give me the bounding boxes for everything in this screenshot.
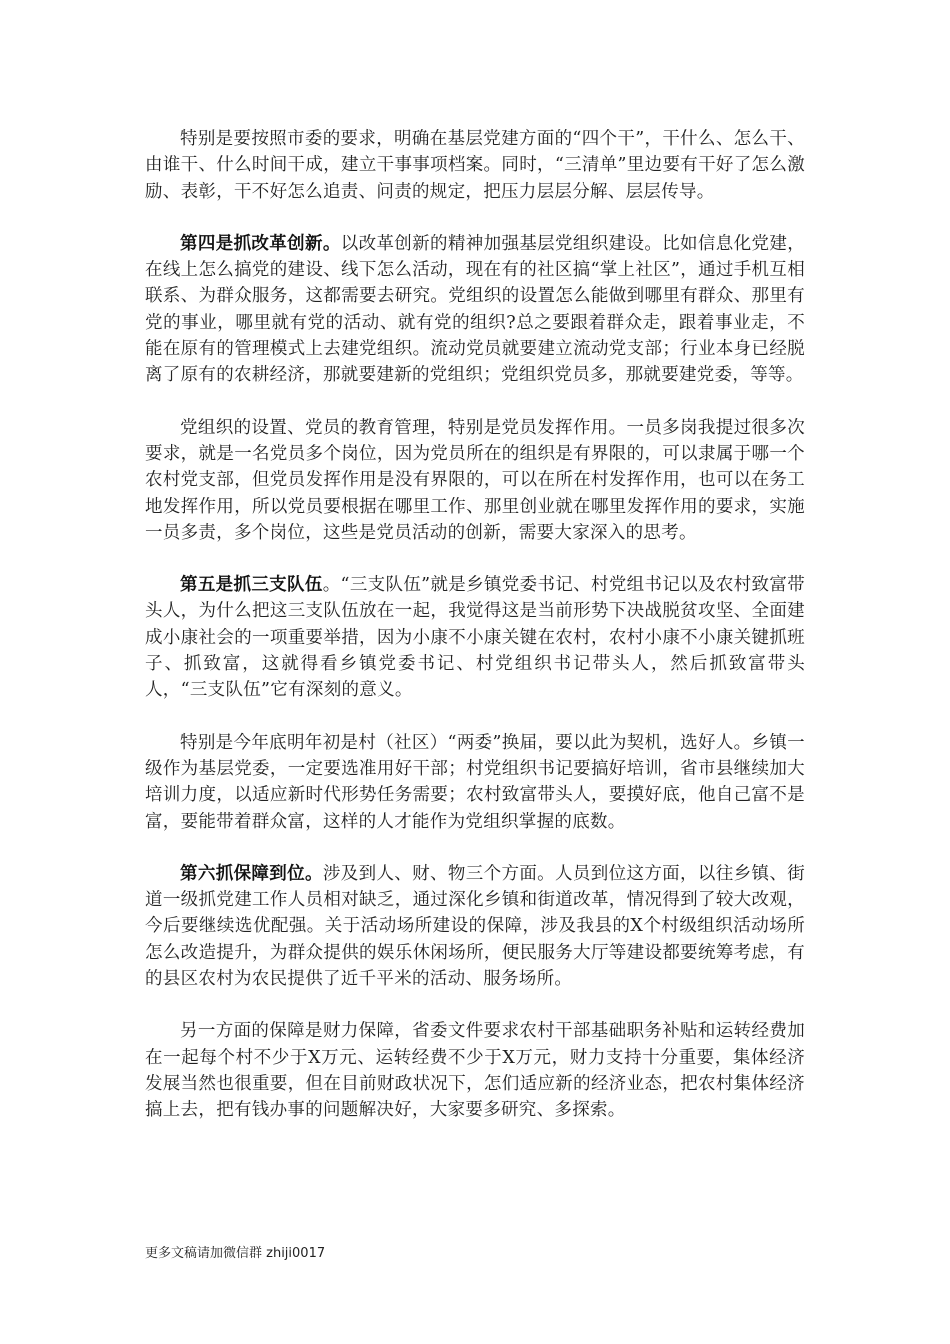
paragraph-lead: 第六抓保障到位。 xyxy=(180,863,323,884)
paragraph-1 xyxy=(145,126,805,205)
paragraph-3 xyxy=(145,415,805,546)
paragraph-text: 特别是今年底明年初是村（社区）“两委”换届，要以此为契机，选好人。乡镇一级作为基层党委，一定要选准用好干部；村党组织书记要搞好培训，省市县继续加大培训力度，以适应新时代形势任务需要；农村致富带头人，要摸好底，他自己富不是富，要能带着群众富，这样的人才能作为党组织掌握的底数。 xyxy=(145,732,805,832)
paragraph-text: 另一方面的保障是财力保障，省委文件要求农村干部基础职务补贴和运转经费加在一起每个村不少于X万元、运转经费不少于X万元，财力支持十分重要，集体经济发展当然也很重要，但在目前财政状况下，怎们适应新的经济业态，把农村集体经济搞上去，把有钱办事的问题解决好，大家要多研究、多探索。 xyxy=(145,1021,805,1121)
paragraph-5 xyxy=(145,730,805,835)
paragraph-text: 涉及到人、财、物三个方面。人员到位这方面，以往乡镇、街道一级抓党建工作人员相对缺乏，通过深化乡镇和街道改革，情况得到了较大改观，今后要继续选优配强。关于活动场所建设的保障，涉及我县的X个村级组织活动场所怎么改造提升，为群众提供的娱乐休闲场所，便民服务大厅等建设都要统筹考虑，有的县区农村为农民提供了近千平米的活动、服务场所。 xyxy=(145,863,805,990)
paragraph-text: 特别是要按照市委的要求，明确在基层党建方面的“四个干”，干什么、怎么干、由谁干、什么时间干成，建立干事事项档案。同时，“三清单”里边要有干好了怎么激励、表彰，干不好怎么追责、问责的规定，把压力层层分解、层层传导。 xyxy=(145,129,805,202)
paragraph-6 xyxy=(145,861,805,992)
paragraph-text: 以改革创新的精神加强基层党组织建设。比如信息化党建，在线上怎么搞党的建设、线下怎么活动，现在有的社区搞“掌上社区”，通过手机互相联系、为群众服务，这都需要去研究。党组织的设置怎么能做到哪里有群众、那里有党的事业，哪里就有党的活动、就有党的组织?总之要跟着群众走，跟着事业走，不能在原有的管理模式上去建党组织。流动党员就要建立流动党支部；行业本身已经脱离了原有的农耕经济，那就要建新的党组织；党组织党员多，那就要建党委，等等。 xyxy=(145,233,805,386)
paragraph-4 xyxy=(145,572,805,703)
paragraph-2 xyxy=(145,231,805,389)
paragraph-text: 党组织的设置、党员的教育管理，特别是党员发挥作用。一员多岗我提过很多次要求，就是一名党员多个岗位，因为党员所在的组织是有界限的，可以隶属于哪一个农村党支部，但党员发挥作用是没有界限的，可以在所在村发挥作用，也可以在务工地发挥作用，所以党员要根据在哪里工作、那里创业就在哪里发挥作用的要求，实施一员多责，多个岗位，这些是党员活动的创新，需要大家深入的思考。 xyxy=(145,417,805,543)
paragraph-7 xyxy=(145,1018,805,1123)
footer-note: 更多文稿请加微信群 zhiji0017 xyxy=(145,1246,326,1261)
paragraph-lead: 第四是抓改革创新。 xyxy=(180,233,341,254)
document-body xyxy=(145,126,805,1150)
paragraph-text: 。“三支队伍”就是乡镇党委书记、村党组书记以及农村致富带头人，为什么把这三支队伍放在一起，我觉得这是当前形势下决战脱贫攻坚、全面建成小康社会的一项重要举措，因为小康不小康关键在农村，农村小康不小康关键抓班子、抓致富，这就得看乡镇党委书记、村党组织书记带头人，然后抓致富带头人，“三支队伍”它有深刻的意义。 xyxy=(145,575,805,701)
paragraph-lead: 第五是抓三支队伍 xyxy=(180,575,323,596)
